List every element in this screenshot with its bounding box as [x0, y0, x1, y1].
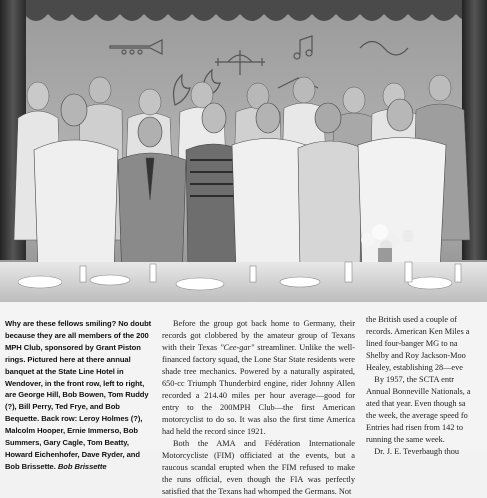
- article-paragraph-1: [162, 318, 355, 438]
- col3-line: Entries had risen from 142 to: [366, 423, 464, 432]
- p1-after: streamliner. Unlike the well-financed factory squad, the Lone Star State residents were shade tree mechanics. Powered by a naturally aspirated, 650-cc Triumph Thunderbird engine, rider Johnny Allen recorded a 214.40 miles per hour average—good for entry to the 200MPH Club—the first American motorcyclist to do so. It was also the first time America had held the record since 1921.: [162, 343, 355, 436]
- photo-credit: Bob Brissette: [57, 461, 107, 471]
- col3-line: records. American Ken Miles a: [366, 327, 470, 336]
- caption-text: Why are these fellows smiling? No doubt because they are all members of the 200 MPH Club, sponsored by Grant Piston rings. Pictured here at there annual banquet at the State Line Hotel in Wendover, in the front row, left to right, are George Hill, Bob Bowen, Tom Ruddy (?), Bill Perry, Ted Frye, and Bob Bequette. Back row: Leroy Holmes (?), Malcolm Hooper, Ernie Immerso, Bob Summers, Gary Cagle, Tom Beatty, Howard Eichenhofer, Dave Ryder, and Bob Brissette.: [5, 319, 152, 471]
- col3-line: Healey, establishing 28—eve: [366, 363, 463, 372]
- article-column-1: [162, 318, 355, 498]
- col3-line: the week, the average speed fo: [366, 411, 468, 420]
- col3-line: Shelby and Roy Jackson-Moo: [366, 351, 466, 360]
- p1-before: Before the group got back home to Germany, their records got clobbered by the amateur group of Texans with their Texas: [162, 319, 355, 352]
- article-paragraph-2: Both the AMA and Fédération Internationale Motorcycliste (FIM) officiated at the events, but a raucous scandal erupted when the FIM refused to make the runs official, even though the FIA was perfectly satisfied that the Texans had whomped the Germans. Not: [162, 439, 355, 496]
- p1-italic: "Cee-gar": [220, 343, 255, 352]
- col3-line: Dr. J. E. Teverbaugh thou: [366, 447, 460, 456]
- col3-line: running the same week.: [366, 435, 445, 444]
- text-area: [0, 302, 487, 496]
- article-column-2: [366, 314, 487, 458]
- col3-line: By 1957, the SCTA entr: [366, 375, 455, 384]
- col3-line: Annual Bonneville Nationals, a: [366, 387, 471, 396]
- col3-line: the British used a couple of: [366, 315, 458, 324]
- col3-line: ated that year. Even though sa: [366, 399, 466, 408]
- col3-line: lined four-banger MG to na: [366, 339, 458, 348]
